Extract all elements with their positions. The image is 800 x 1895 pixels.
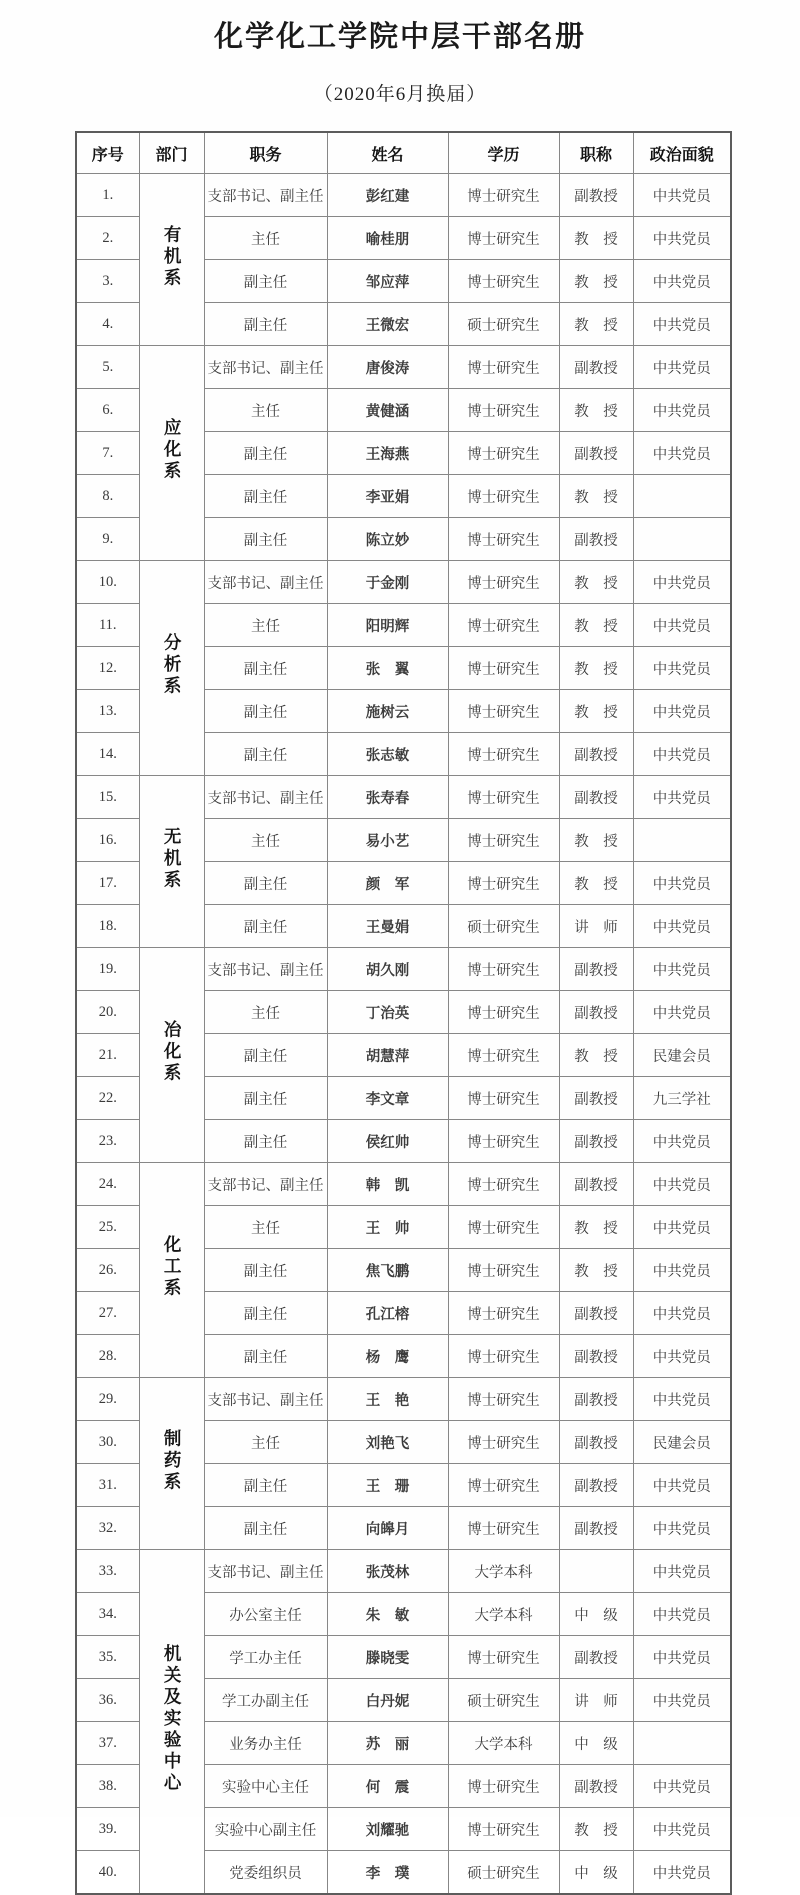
serial-number-cell: 21. <box>76 1034 139 1077</box>
name-cell: 焦飞鹏 <box>327 1249 448 1292</box>
professional-title-cell: 教 授 <box>559 1808 633 1851</box>
professional-title-cell: 副教授 <box>559 776 633 819</box>
professional-title-cell: 教 授 <box>559 475 633 518</box>
serial-number-cell: 40. <box>76 1851 139 1895</box>
name-cell: 刘耀驰 <box>327 1808 448 1851</box>
professional-title-cell: 副教授 <box>559 1120 633 1163</box>
position-cell: 主任 <box>204 604 327 647</box>
professional-title-cell: 副教授 <box>559 733 633 776</box>
political-status-cell <box>633 518 731 561</box>
professional-title-cell: 副教授 <box>559 1077 633 1120</box>
serial-number-cell: 33. <box>76 1550 139 1593</box>
table-row <box>76 174 731 217</box>
name-cell: 韩 凯 <box>327 1163 448 1206</box>
position-cell: 副主任 <box>204 260 327 303</box>
table-row <box>76 948 731 991</box>
position-cell: 业务办主任 <box>204 1722 327 1765</box>
serial-number-cell: 10. <box>76 561 139 604</box>
professional-title-cell: 教 授 <box>559 1206 633 1249</box>
professional-title-cell: 讲 师 <box>559 1679 633 1722</box>
serial-number-cell: 25. <box>76 1206 139 1249</box>
serial-number-cell: 37. <box>76 1722 139 1765</box>
position-cell: 实验中心副主任 <box>204 1808 327 1851</box>
serial-number-cell: 24. <box>76 1163 139 1206</box>
name-cell: 王 珊 <box>327 1464 448 1507</box>
degree-cell: 博士研究生 <box>448 733 559 776</box>
degree-cell: 博士研究生 <box>448 346 559 389</box>
cadre-roster-table <box>75 131 732 1895</box>
political-status-cell: 中共党员 <box>633 991 731 1034</box>
professional-title-cell: 教 授 <box>559 1249 633 1292</box>
name-cell: 邹应萍 <box>327 260 448 303</box>
professional-title-cell: 教 授 <box>559 604 633 647</box>
political-status-cell: 中共党员 <box>633 1550 731 1593</box>
degree-cell: 博士研究生 <box>448 1808 559 1851</box>
position-cell: 学工办主任 <box>204 1636 327 1679</box>
column-header-no: 序号 <box>76 132 139 174</box>
table-row <box>76 1378 731 1421</box>
name-cell: 胡久刚 <box>327 948 448 991</box>
serial-number-cell: 31. <box>76 1464 139 1507</box>
name-cell: 王 帅 <box>327 1206 448 1249</box>
position-cell: 支部书记、副主任 <box>204 346 327 389</box>
serial-number-cell: 6. <box>76 389 139 432</box>
position-cell: 副主任 <box>204 1464 327 1507</box>
serial-number-cell: 34. <box>76 1593 139 1636</box>
name-cell: 滕晓雯 <box>327 1636 448 1679</box>
serial-number-cell: 8. <box>76 475 139 518</box>
degree-cell: 博士研究生 <box>448 475 559 518</box>
political-status-cell <box>633 1722 731 1765</box>
name-cell: 侯红帅 <box>327 1120 448 1163</box>
degree-cell: 博士研究生 <box>448 1120 559 1163</box>
serial-number-cell: 36. <box>76 1679 139 1722</box>
degree-cell: 博士研究生 <box>448 1206 559 1249</box>
name-cell: 易小艺 <box>327 819 448 862</box>
department-cell <box>139 776 204 948</box>
position-cell: 副主任 <box>204 432 327 475</box>
degree-cell: 博士研究生 <box>448 1292 559 1335</box>
position-cell: 办公室主任 <box>204 1593 327 1636</box>
position-cell: 支部书记、副主任 <box>204 1378 327 1421</box>
political-status-cell: 中共党员 <box>633 303 731 346</box>
degree-cell: 博士研究生 <box>448 432 559 475</box>
degree-cell: 博士研究生 <box>448 948 559 991</box>
name-cell: 李亚娟 <box>327 475 448 518</box>
name-cell: 阳明辉 <box>327 604 448 647</box>
department-cell <box>139 346 204 561</box>
degree-cell: 博士研究生 <box>448 1765 559 1808</box>
serial-number-cell: 23. <box>76 1120 139 1163</box>
degree-cell: 博士研究生 <box>448 561 559 604</box>
position-cell: 副主任 <box>204 1292 327 1335</box>
name-cell: 张 翼 <box>327 647 448 690</box>
political-status-cell: 中共党员 <box>633 1851 731 1895</box>
degree-cell: 博士研究生 <box>448 1464 559 1507</box>
political-status-cell: 九三学社 <box>633 1077 731 1120</box>
position-cell: 主任 <box>204 389 327 432</box>
serial-number-cell: 13. <box>76 690 139 733</box>
political-status-cell: 中共党员 <box>633 690 731 733</box>
table-header <box>76 132 731 174</box>
name-cell: 苏 丽 <box>327 1722 448 1765</box>
professional-title-cell: 副教授 <box>559 948 633 991</box>
serial-number-cell: 38. <box>76 1765 139 1808</box>
position-cell: 副主任 <box>204 1077 327 1120</box>
professional-title-cell: 中 级 <box>559 1722 633 1765</box>
position-cell: 支部书记、副主任 <box>204 948 327 991</box>
professional-title-cell: 副教授 <box>559 346 633 389</box>
serial-number-cell: 7. <box>76 432 139 475</box>
name-cell: 张志敏 <box>327 733 448 776</box>
degree-cell: 博士研究生 <box>448 1077 559 1120</box>
political-status-cell: 中共党员 <box>633 733 731 776</box>
political-status-cell: 中共党员 <box>633 604 731 647</box>
position-cell: 副主任 <box>204 475 327 518</box>
degree-cell: 硕士研究生 <box>448 905 559 948</box>
column-header-party: 政治面貌 <box>633 132 731 174</box>
professional-title-cell: 中 级 <box>559 1593 633 1636</box>
position-cell: 学工办副主任 <box>204 1679 327 1722</box>
serial-number-cell: 18. <box>76 905 139 948</box>
professional-title-cell: 教 授 <box>559 561 633 604</box>
degree-cell: 博士研究生 <box>448 1507 559 1550</box>
degree-cell: 博士研究生 <box>448 260 559 303</box>
serial-number-cell: 29. <box>76 1378 139 1421</box>
degree-cell: 大学本科 <box>448 1593 559 1636</box>
serial-number-cell: 9. <box>76 518 139 561</box>
serial-number-cell: 15. <box>76 776 139 819</box>
political-status-cell: 中共党员 <box>633 1120 731 1163</box>
position-cell: 副主任 <box>204 1034 327 1077</box>
political-status-cell: 中共党员 <box>633 862 731 905</box>
name-cell: 喻桂朋 <box>327 217 448 260</box>
degree-cell: 硕士研究生 <box>448 1851 559 1895</box>
position-cell: 主任 <box>204 217 327 260</box>
political-status-cell: 中共党员 <box>633 346 731 389</box>
department-cell <box>139 174 204 346</box>
department-cell <box>139 1550 204 1895</box>
position-cell: 副主任 <box>204 647 327 690</box>
serial-number-cell: 35. <box>76 1636 139 1679</box>
political-status-cell: 中共党员 <box>633 948 731 991</box>
serial-number-cell: 16. <box>76 819 139 862</box>
political-status-cell: 民建会员 <box>633 1421 731 1464</box>
professional-title-cell: 教 授 <box>559 819 633 862</box>
name-cell: 王微宏 <box>327 303 448 346</box>
degree-cell: 博士研究生 <box>448 1335 559 1378</box>
position-cell: 支部书记、副主任 <box>204 174 327 217</box>
position-cell: 副主任 <box>204 862 327 905</box>
page-title: 化学化工学院中层干部名册 <box>213 21 586 53</box>
table-row <box>76 561 731 604</box>
department-cell <box>139 1163 204 1378</box>
political-status-cell: 中共党员 <box>633 174 731 217</box>
position-cell: 副主任 <box>204 733 327 776</box>
political-status-cell: 中共党员 <box>633 905 731 948</box>
serial-number-cell: 3. <box>76 260 139 303</box>
name-cell: 何 震 <box>327 1765 448 1808</box>
table-row <box>76 346 731 389</box>
column-header-position: 职务 <box>204 132 327 174</box>
degree-cell: 博士研究生 <box>448 1378 559 1421</box>
professional-title-cell: 副教授 <box>559 1464 633 1507</box>
department-cell <box>139 948 204 1163</box>
name-cell: 黄健涵 <box>327 389 448 432</box>
serial-number-cell: 1. <box>76 174 139 217</box>
political-status-cell: 中共党员 <box>633 217 731 260</box>
position-cell: 党委组织员 <box>204 1851 327 1895</box>
political-status-cell: 中共党员 <box>633 1163 731 1206</box>
serial-number-cell: 11. <box>76 604 139 647</box>
professional-title-cell: 副教授 <box>559 1378 633 1421</box>
professional-title-cell: 副教授 <box>559 1636 633 1679</box>
political-status-cell: 中共党员 <box>633 776 731 819</box>
political-status-cell: 中共党员 <box>633 1206 731 1249</box>
serial-number-cell: 19. <box>76 948 139 991</box>
professional-title-cell: 副教授 <box>559 1507 633 1550</box>
political-status-cell <box>633 819 731 862</box>
political-status-cell: 中共党员 <box>633 1507 731 1550</box>
political-status-cell: 中共党员 <box>633 1808 731 1851</box>
degree-cell: 博士研究生 <box>448 819 559 862</box>
name-cell: 于金刚 <box>327 561 448 604</box>
degree-cell: 博士研究生 <box>448 991 559 1034</box>
position-cell: 副主任 <box>204 303 327 346</box>
name-cell: 施树云 <box>327 690 448 733</box>
degree-cell: 博士研究生 <box>448 174 559 217</box>
position-cell: 主任 <box>204 1421 327 1464</box>
degree-cell: 博士研究生 <box>448 1034 559 1077</box>
professional-title-cell: 副教授 <box>559 174 633 217</box>
position-cell: 副主任 <box>204 1335 327 1378</box>
table-row <box>76 1163 731 1206</box>
serial-number-cell: 14. <box>76 733 139 776</box>
position-cell: 支部书记、副主任 <box>204 1163 327 1206</box>
name-cell: 白丹妮 <box>327 1679 448 1722</box>
department-label: 制药系 <box>162 1428 183 1494</box>
serial-number-cell: 32. <box>76 1507 139 1550</box>
position-cell: 支部书记、副主任 <box>204 1550 327 1593</box>
position-cell: 副主任 <box>204 518 327 561</box>
degree-cell: 博士研究生 <box>448 862 559 905</box>
department-label: 分析系 <box>162 633 183 698</box>
political-status-cell: 民建会员 <box>633 1034 731 1077</box>
department-label: 有机系 <box>162 224 183 290</box>
degree-cell: 博士研究生 <box>448 217 559 260</box>
serial-number-cell: 4. <box>76 303 139 346</box>
column-header-name: 姓名 <box>327 132 448 174</box>
political-status-cell: 中共党员 <box>633 1378 731 1421</box>
position-cell: 主任 <box>204 991 327 1034</box>
department-label: 应化系 <box>162 418 183 483</box>
professional-title-cell: 教 授 <box>559 690 633 733</box>
department-cell <box>139 1378 204 1550</box>
name-cell: 朱 敏 <box>327 1593 448 1636</box>
political-status-cell: 中共党员 <box>633 561 731 604</box>
position-cell: 副主任 <box>204 905 327 948</box>
position-cell: 实验中心主任 <box>204 1765 327 1808</box>
degree-cell: 大学本科 <box>448 1722 559 1765</box>
department-label: 机关及实验中心 <box>162 1643 183 1795</box>
serial-number-cell: 26. <box>76 1249 139 1292</box>
column-header-degree: 学历 <box>448 132 559 174</box>
name-cell: 刘艳飞 <box>327 1421 448 1464</box>
political-status-cell: 中共党员 <box>633 389 731 432</box>
serial-number-cell: 5. <box>76 346 139 389</box>
degree-cell: 硕士研究生 <box>448 1679 559 1722</box>
professional-title-cell: 副教授 <box>559 1292 633 1335</box>
table-row <box>76 1550 731 1593</box>
professional-title-cell: 教 授 <box>559 303 633 346</box>
serial-number-cell: 39. <box>76 1808 139 1851</box>
serial-number-cell: 28. <box>76 1335 139 1378</box>
political-status-cell: 中共党员 <box>633 1679 731 1722</box>
serial-number-cell: 2. <box>76 217 139 260</box>
department-label: 无机系 <box>162 826 183 892</box>
political-status-cell: 中共党员 <box>633 1292 731 1335</box>
serial-number-cell: 12. <box>76 647 139 690</box>
serial-number-cell: 20. <box>76 991 139 1034</box>
column-header-title: 职称 <box>559 132 633 174</box>
serial-number-cell: 22. <box>76 1077 139 1120</box>
professional-title-cell: 中 级 <box>559 1851 633 1895</box>
name-cell: 王曼娟 <box>327 905 448 948</box>
professional-title-cell: 副教授 <box>559 432 633 475</box>
name-cell: 张寿春 <box>327 776 448 819</box>
page-subtitle: （2020年6月换届） <box>313 84 487 105</box>
degree-cell: 博士研究生 <box>448 604 559 647</box>
political-status-cell: 中共党员 <box>633 647 731 690</box>
name-cell: 丁治英 <box>327 991 448 1034</box>
degree-cell: 博士研究生 <box>448 389 559 432</box>
serial-number-cell: 27. <box>76 1292 139 1335</box>
degree-cell: 大学本科 <box>448 1550 559 1593</box>
professional-title-cell: 副教授 <box>559 518 633 561</box>
political-status-cell <box>633 475 731 518</box>
professional-title-cell: 讲 师 <box>559 905 633 948</box>
professional-title-cell: 副教授 <box>559 991 633 1034</box>
degree-cell: 博士研究生 <box>448 1636 559 1679</box>
professional-title-cell: 副教授 <box>559 1421 633 1464</box>
position-cell: 支部书记、副主任 <box>204 561 327 604</box>
name-cell: 杨 鹰 <box>327 1335 448 1378</box>
name-cell: 李 璞 <box>327 1851 448 1895</box>
table-body <box>76 174 731 1895</box>
position-cell: 支部书记、副主任 <box>204 776 327 819</box>
name-cell: 王 艳 <box>327 1378 448 1421</box>
professional-title-cell: 教 授 <box>559 217 633 260</box>
name-cell: 向皞月 <box>327 1507 448 1550</box>
name-cell: 唐俊涛 <box>327 346 448 389</box>
position-cell: 主任 <box>204 819 327 862</box>
name-cell: 颜 军 <box>327 862 448 905</box>
degree-cell: 博士研究生 <box>448 1421 559 1464</box>
department-label: 化工系 <box>162 1235 183 1300</box>
professional-title-cell: 教 授 <box>559 260 633 303</box>
political-status-cell: 中共党员 <box>633 432 731 475</box>
political-status-cell: 中共党员 <box>633 260 731 303</box>
political-status-cell: 中共党员 <box>633 1249 731 1292</box>
degree-cell: 博士研究生 <box>448 690 559 733</box>
professional-title-cell <box>559 1550 633 1593</box>
serial-number-cell: 30. <box>76 1421 139 1464</box>
name-cell: 张茂林 <box>327 1550 448 1593</box>
professional-title-cell: 教 授 <box>559 389 633 432</box>
degree-cell: 硕士研究生 <box>448 303 559 346</box>
professional-title-cell: 教 授 <box>559 862 633 905</box>
degree-cell: 博士研究生 <box>448 518 559 561</box>
degree-cell: 博士研究生 <box>448 647 559 690</box>
professional-title-cell: 教 授 <box>559 1034 633 1077</box>
professional-title-cell: 副教授 <box>559 1765 633 1808</box>
name-cell: 李文章 <box>327 1077 448 1120</box>
position-cell: 副主任 <box>204 1507 327 1550</box>
department-cell <box>139 561 204 776</box>
degree-cell: 博士研究生 <box>448 776 559 819</box>
professional-title-cell: 副教授 <box>559 1163 633 1206</box>
name-cell: 陈立妙 <box>327 518 448 561</box>
name-cell: 胡慧萍 <box>327 1034 448 1077</box>
degree-cell: 博士研究生 <box>448 1249 559 1292</box>
name-cell: 王海燕 <box>327 432 448 475</box>
political-status-cell: 中共党员 <box>633 1464 731 1507</box>
degree-cell: 博士研究生 <box>448 1163 559 1206</box>
professional-title-cell: 教 授 <box>559 647 633 690</box>
name-cell: 孔江榕 <box>327 1292 448 1335</box>
position-cell: 副主任 <box>204 1120 327 1163</box>
political-status-cell: 中共党员 <box>633 1335 731 1378</box>
political-status-cell: 中共党员 <box>633 1636 731 1679</box>
political-status-cell: 中共党员 <box>633 1765 731 1808</box>
position-cell: 副主任 <box>204 1249 327 1292</box>
header-row <box>76 132 731 174</box>
column-header-department: 部门 <box>139 132 204 174</box>
political-status-cell: 中共党员 <box>633 1593 731 1636</box>
department-label: 冶化系 <box>162 1020 183 1085</box>
position-cell: 副主任 <box>204 690 327 733</box>
position-cell: 主任 <box>204 1206 327 1249</box>
professional-title-cell: 副教授 <box>559 1335 633 1378</box>
table-row <box>76 776 731 819</box>
name-cell: 彭红建 <box>327 174 448 217</box>
serial-number-cell: 17. <box>76 862 139 905</box>
